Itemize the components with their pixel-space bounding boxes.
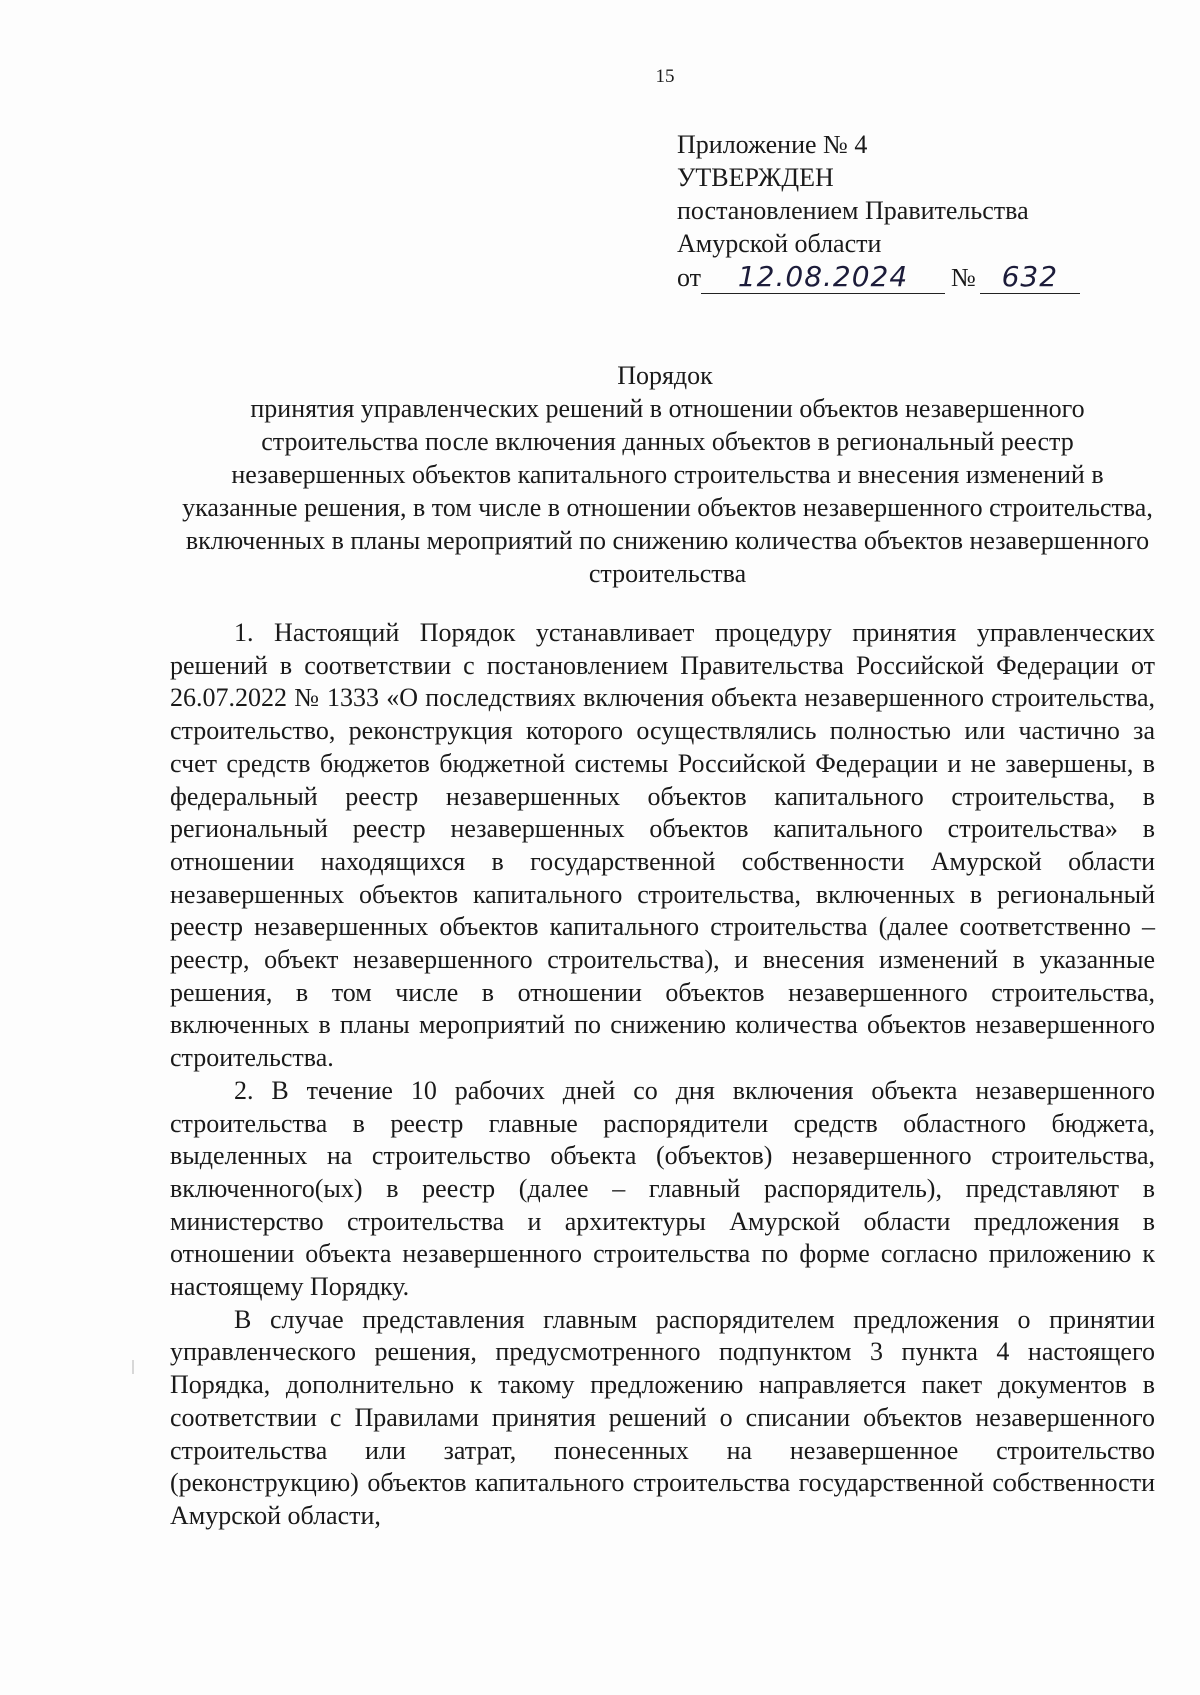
- region-label: Амурской области: [677, 229, 882, 258]
- document-body: [170, 617, 1155, 1533]
- paragraph-1: 1. Настоящий Порядок устанавливает процедуру принятия управленческих решений в соответствии с постановлением Правительства Российской Федерации от 26.07.2022 № 1333 «О последствиях включения объекта незавершенного строительства, строительство, реконструкция которого осуществлялись полностью или частично за счет средств бюджетов бюджетной системы Российской Федерации и не завершены, в федеральный реестр незавершенных объектов капитального строительства, в региональный реестр незавершенных объектов капитального строительства» в отношении находящихся в государственной собственности Амурской области незавершенных объектов капитального строительства, включенных в региональный реестр незавершенных объектов капитального строительства (далее соответственно – реестр, объект незавершенного строительства), и внесения изменений в указанные решения, в том числе в отношении объектов незавершенного строительства, включенных в планы мероприятий по снижению количества объектов незавершенного строительства.: [170, 618, 1155, 1073]
- decree-date-number-line: [677, 260, 1080, 294]
- paragraph-2: 2. В течение 10 рабочих дней со дня включения объекта незавершенного строительства в реестр главные распорядители средств областного бюджета, выделенных на строительство объекта (объектов) незавершенного строительства, включенного(ых) в реестр (далее – главный распорядитель), представляют в министерство строительства и архитектуры Амурской области предложения в отношении объекта незавершенного строительства по форме согласно приложению к настоящему Порядку.: [170, 1075, 1155, 1302]
- document-subtitle: принятия управленческих решений в отношении объектов незавершенного строительства после включения данных объектов в региональный реестр незавершенных объектов капитального строительства и внесения изменений в указанные решения, в том числе в отношении объектов незавершенного строительства, включенных в планы мероприятий по снижению количества объектов незавершенного строительства: [182, 394, 1153, 588]
- scan-artifact: [132, 1360, 134, 1374]
- handwritten-number: 632: [980, 260, 1080, 294]
- document-title: Порядок: [617, 361, 713, 390]
- page-number: 15: [655, 66, 675, 87]
- number-label: №: [951, 263, 976, 292]
- paragraph-3: В случае представления главным распорядителем предложения о принятии управленческого решения, предусмотренного подпунктом 3 пункта 4 настоящего Порядка, дополнительно к такому предложению направляется пакет документов в соответствии с Правилами принятия решений о списании объектов незавершенного строительства или затрат, понесенных на незавершенное строительство (реконструкцию) объектов капитального строительства государственной собственности Амурской области,: [170, 1304, 1155, 1530]
- appendix-approval-block: [677, 128, 1080, 294]
- handwritten-date: 12.08.2024: [701, 260, 945, 294]
- approved-label: УТВЕРЖДЕН: [677, 163, 834, 192]
- from-label: от: [677, 263, 702, 292]
- approved-by-label: постановлением Правительства: [677, 196, 1029, 225]
- appendix-label: Приложение № 4: [677, 130, 868, 159]
